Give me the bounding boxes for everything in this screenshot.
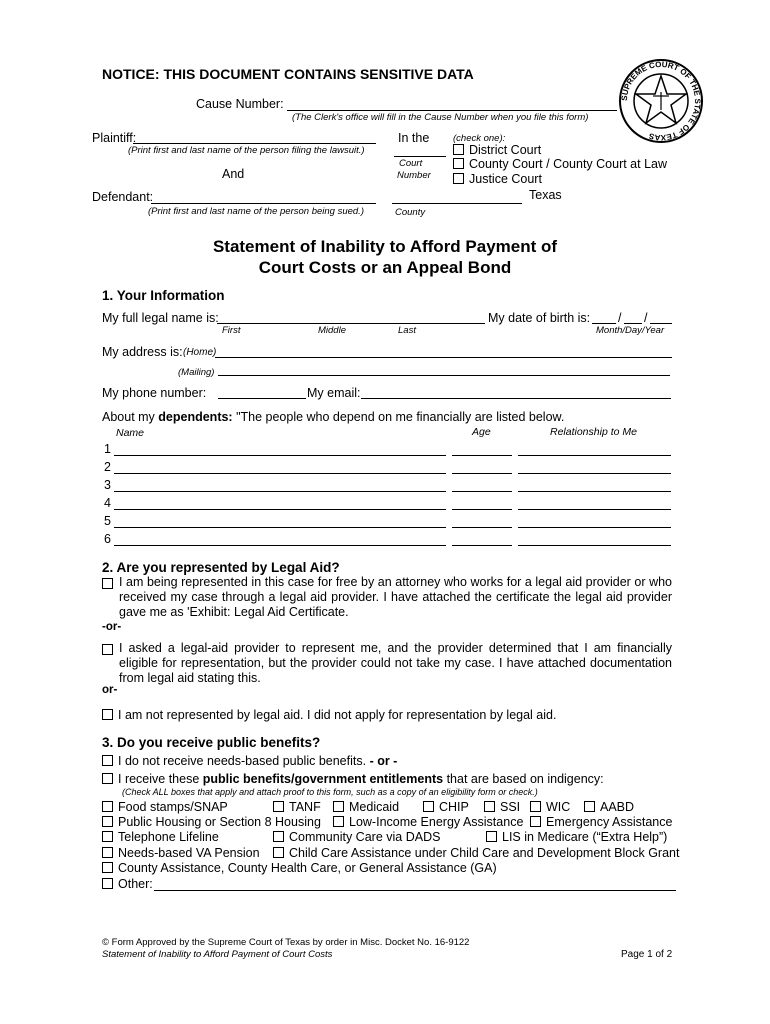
dependent-name-field[interactable]: [114, 491, 446, 492]
seal-text: SUPREME COURT OF THE STATE OF TEXAS: [619, 59, 703, 143]
chip-checkbox[interactable]: [423, 801, 434, 812]
receive-benefits-checkbox[interactable]: [102, 773, 113, 784]
plaintiff-label: Plaintiff:: [92, 131, 137, 145]
dob-year-field[interactable]: [650, 323, 672, 324]
dependents-col-age: Age: [472, 426, 491, 438]
check-one-label: (check one):: [453, 133, 506, 144]
tanf-checkbox[interactable]: [273, 801, 284, 812]
legal-aid-rep-checkbox[interactable]: [102, 578, 113, 589]
mailing-label: (Mailing): [178, 367, 215, 378]
no-legal-aid-checkbox[interactable]: [102, 709, 113, 720]
food-stamps-checkbox[interactable]: [102, 801, 113, 812]
receive-benefits-option[interactable]: I receive these public benefits/government entitlements that are based on indigency:: [102, 772, 604, 786]
phone-label: My phone number:: [102, 386, 207, 400]
benefit-other[interactable]: Other:: [102, 877, 153, 891]
benefit-telephone-lifeline[interactable]: Telephone Lifeline: [102, 830, 219, 844]
dependents-col-name: Name: [116, 427, 145, 439]
benefit-aabd[interactable]: AABD: [584, 800, 634, 814]
benefit-energy-assistance[interactable]: Low-Income Energy Assistance: [333, 815, 523, 829]
or-separator-1: -or-: [102, 621, 122, 633]
section2-heading: 2. Are you represented by Legal Aid?: [102, 560, 340, 575]
legal-aid-asked-checkbox[interactable]: [102, 644, 113, 655]
plaintiff-hint: (Print first and last name of the person filing the lawsuit.): [128, 145, 365, 156]
justice-court-checkbox[interactable]: [453, 173, 464, 184]
section1-heading: 1. Your Information: [102, 288, 225, 303]
medicaid-checkbox[interactable]: [333, 801, 344, 812]
dependent-relationship-field[interactable]: [518, 473, 671, 474]
dependent-name-field[interactable]: [114, 509, 446, 510]
benefit-county-assistance[interactable]: County Assistance, County Health Care, or General Assistance (GA): [102, 861, 497, 875]
legal-aid-rep-text: I am being represented in this case for free by an attorney who works for a legal aid provider or who received my case through a legal aid provider. I have attached the certificate the legal aid provider gave me as 'Exhibit: Legal Aid Certificate.: [119, 575, 672, 619]
benefit-chip[interactable]: CHIP: [423, 800, 469, 814]
footer-form-name: Statement of Inability to Afford Payment of Court Costs: [102, 949, 333, 960]
telephone-lifeline-checkbox[interactable]: [102, 831, 113, 842]
district-court-checkbox[interactable]: [453, 144, 464, 155]
benefit-community-care[interactable]: Community Care via DADS: [273, 830, 440, 844]
dob-label: My date of birth is:: [488, 311, 591, 325]
county-label: County: [395, 207, 426, 218]
email-label: My email:: [307, 386, 361, 400]
full-name-label: My full legal name is:: [102, 311, 219, 325]
legal-aid-asked-checkbox-wrap[interactable]: [102, 643, 118, 657]
dob-month-field[interactable]: [592, 323, 616, 324]
dependent-row-number: 6: [104, 532, 111, 546]
dob-day-field[interactable]: [624, 323, 642, 324]
legal-aid-rep-checkbox-wrap[interactable]: [102, 577, 118, 591]
legal-aid-asked-text: I asked a legal-aid provider to represent me, and the provider determined that I am financially eligible for representation, but the provider could not take my case. I have attached documentation from legal aid stating this.: [119, 641, 672, 685]
court-number-field[interactable]: [394, 156, 446, 157]
child-care-checkbox[interactable]: [273, 847, 284, 858]
community-care-checkbox[interactable]: [273, 831, 284, 842]
dob-sep-2: /: [644, 311, 648, 325]
dependent-age-field[interactable]: [452, 491, 512, 492]
dependent-row-number: 1: [104, 442, 111, 456]
and-label: And: [222, 167, 245, 181]
phone-field[interactable]: [218, 398, 306, 399]
home-label: (Home): [183, 347, 217, 358]
in-the-label: In the: [398, 131, 430, 145]
first-name-hint: First: [222, 325, 241, 336]
full-name-field[interactable]: [217, 323, 485, 324]
no-benefits-option[interactable]: I do not receive needs-based public benefits. - or -: [102, 754, 397, 768]
dependent-row-number: 2: [104, 460, 111, 474]
benefits-instruction: (Check ALL boxes that apply and attach proof to this form, such as a copy of an eligibility form or check.): [122, 787, 538, 797]
dependent-name-field[interactable]: [114, 527, 446, 528]
dependents-intro: About my dependents: "The people who depend on me financially are listed below.: [102, 410, 565, 424]
other-checkbox[interactable]: [102, 878, 113, 889]
number-label: Number: [397, 170, 431, 181]
wic-checkbox[interactable]: [530, 801, 541, 812]
email-field[interactable]: [361, 398, 671, 399]
dependent-relationship-field[interactable]: [518, 545, 671, 546]
benefit-ssi[interactable]: SSI: [484, 800, 520, 814]
dob-sep-1: /: [618, 311, 622, 325]
dependent-relationship-field[interactable]: [518, 491, 671, 492]
dependent-age-field[interactable]: [452, 455, 512, 456]
dob-format-hint: Month/Day/Year: [596, 325, 665, 336]
defendant-hint: (Print first and last name of the person being sued.): [148, 206, 364, 217]
benefit-food-stamps[interactable]: Food stamps/SNAP: [102, 800, 228, 814]
benefit-va-pension[interactable]: Needs-based VA Pension: [102, 846, 260, 860]
dependent-age-field[interactable]: [452, 527, 512, 528]
dependent-row-number: 5: [104, 514, 111, 528]
address-label: My address is:: [102, 345, 183, 359]
energy-assistance-checkbox[interactable]: [333, 816, 344, 827]
dependent-age-field[interactable]: [452, 473, 512, 474]
no-benefits-checkbox[interactable]: [102, 755, 113, 766]
benefit-lis-medicare[interactable]: LIS in Medicare (“Extra Help”): [486, 830, 667, 844]
benefit-tanf[interactable]: TANF: [273, 800, 321, 814]
emergency-assistance-checkbox[interactable]: [530, 816, 541, 827]
benefit-public-housing[interactable]: Public Housing or Section 8 Housing: [102, 815, 321, 829]
defendant-label: Defendant:: [92, 190, 154, 204]
defendant-field[interactable]: [151, 203, 376, 204]
aabd-checkbox[interactable]: [584, 801, 595, 812]
dependents-col-relationship: Relationship to Me: [550, 426, 637, 438]
district-court-option[interactable]: District Court: [453, 143, 541, 157]
form-title-line1: Statement of Inability to Afford Payment of: [212, 237, 558, 256]
dependent-name-field[interactable]: [114, 545, 446, 546]
dependent-relationship-field[interactable]: [518, 527, 671, 528]
other-benefit-field[interactable]: [154, 890, 676, 891]
texas-label: Texas: [529, 188, 562, 202]
benefit-medicaid[interactable]: Medicaid: [333, 800, 399, 814]
lis-medicare-checkbox[interactable]: [486, 831, 497, 842]
dependent-row-number: 3: [104, 478, 111, 492]
dependent-age-field[interactable]: [452, 545, 512, 546]
dependent-row-number: 4: [104, 496, 111, 510]
county-field[interactable]: [392, 203, 522, 204]
middle-name-hint: Middle: [318, 325, 346, 336]
dependent-relationship-field[interactable]: [518, 509, 671, 510]
or-separator-2: or-: [102, 684, 118, 696]
dependent-name-field[interactable]: [114, 473, 446, 474]
no-legal-aid-option[interactable]: I am not represented by legal aid. I did not apply for representation by legal aid.: [102, 708, 556, 722]
home-address-field[interactable]: [215, 357, 672, 358]
cause-number-label: Cause Number:: [196, 97, 284, 111]
supreme-court-seal: [618, 58, 704, 144]
cause-number-hint: (The Clerk's office will fill in the Cause Number when you file this form): [292, 112, 589, 123]
benefit-child-care[interactable]: Child Care Assistance under Child Care and Development Block Grant: [273, 846, 679, 860]
benefit-emergency-assistance[interactable]: Emergency Assistance: [530, 815, 672, 829]
ssi-checkbox[interactable]: [484, 801, 495, 812]
page-number: Page 1 of 2: [621, 949, 673, 960]
cause-number-field[interactable]: [287, 110, 617, 111]
form-approval-note: © Form Approved by the Supreme Court of Texas by order in Misc. Docket No. 16-9122: [102, 937, 470, 948]
section3-heading: 3. Do you receive public benefits?: [102, 735, 321, 750]
county-assistance-checkbox[interactable]: [102, 862, 113, 873]
dependent-age-field[interactable]: [452, 509, 512, 510]
form-title-line2: Court Costs or an Appeal Bond: [258, 258, 512, 277]
va-pension-checkbox[interactable]: [102, 847, 113, 858]
last-name-hint: Last: [398, 325, 416, 336]
public-housing-checkbox[interactable]: [102, 816, 113, 827]
court-label: Court: [399, 158, 423, 169]
justice-court-option[interactable]: Justice Court: [453, 172, 542, 186]
county-court-checkbox[interactable]: [453, 158, 464, 169]
benefit-wic[interactable]: WIC: [530, 800, 570, 814]
county-court-option[interactable]: County Court / County Court at Law: [453, 157, 667, 171]
dependent-name-field[interactable]: [114, 455, 446, 456]
plaintiff-field[interactable]: [133, 143, 376, 144]
dependent-relationship-field[interactable]: [518, 455, 671, 456]
sensitive-data-notice: NOTICE: THIS DOCUMENT CONTAINS SENSITIVE DATA: [102, 66, 474, 82]
mailing-address-field[interactable]: [218, 375, 670, 376]
